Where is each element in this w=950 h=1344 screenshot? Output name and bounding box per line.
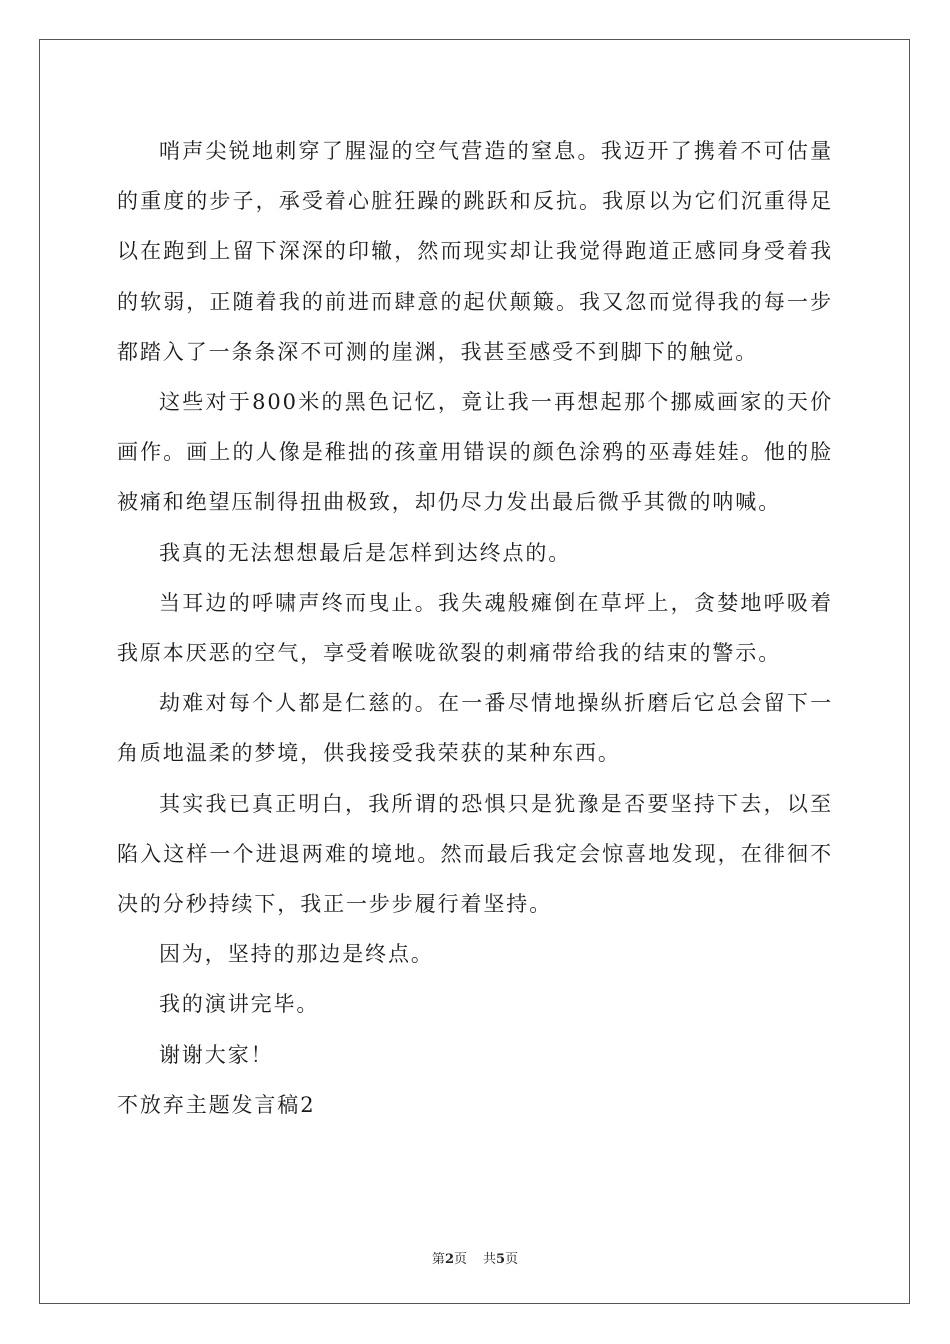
paragraph-8: 我的演讲完毕。 [159,992,320,1017]
paragraph-2: 这些对于800米的黑色记忆，竟让我一再想起那个挪威画家的天价画作。画上的人像是稚拙的孩童用错误的颜色涂鸦的巫毒娃娃。他的脸被痛和绝望压制得扭曲极致，却仍尽力发出最后微乎其微的呐喊。 [117,390,833,515]
footer-prefix: 第 [431,1252,445,1267]
paragraph-6: 其实我已真正明白，我所谓的恐惧只是犹豫是否要坚持下去，以至陷入这样一个进退两难的境地。然而最后我定会惊喜地发现，在徘徊不决的分秒持续下，我正一步步履行着坚持。 [117,791,833,917]
paragraph-1: 哨声尖锐地刺穿了腥湿的空气营造的窒息。我迈开了携着不可估量的重度的步子，承受着心脏狂躁的跳跃和反抗。我原以为它们沉重得足以在跑到上留下深深的印辙，然而现实却让我觉得跑道正感同身受着我的软弱，正随着我的前进而肆意的起伏颠簸。我又忽而觉得我的每一步都踏入了一条条深不可测的崖渊，我甚至感受不到脚下的触觉。 [117,139,833,364]
footer-page-suffix: 页 [453,1252,467,1267]
paragraph-5: 劫难对每个人都是仁慈的。在一番尽情地操纵折磨后它总会留下一角质地温柔的梦境，供我接受我荣获的某种东西。 [117,691,833,766]
paragraph-4: 当耳边的呼啸声终而曳止。我失魂般瘫倒在草坪上，贪婪地呼吸着我原本厌恶的空气，享受着喉咙欲裂的刺痛带给我的结束的警示。 [117,590,833,666]
footer-total-prefix: 共 [483,1252,497,1267]
section-heading: 不放弃主题发言稿2 [117,1092,316,1117]
paragraph-3: 我真的无法想想最后是怎样到达终点的。 [159,540,572,565]
total-pages-number: 5 [496,1252,506,1267]
document-body [117,126,833,1130]
paragraph-7: 因为，坚持的那边是终点。 [159,942,434,967]
page-footer [0,1248,950,1267]
footer-total-suffix: 页 [505,1252,519,1267]
paragraph-9: 谢谢大家！ [159,1042,274,1067]
current-page-number: 2 [444,1252,454,1267]
